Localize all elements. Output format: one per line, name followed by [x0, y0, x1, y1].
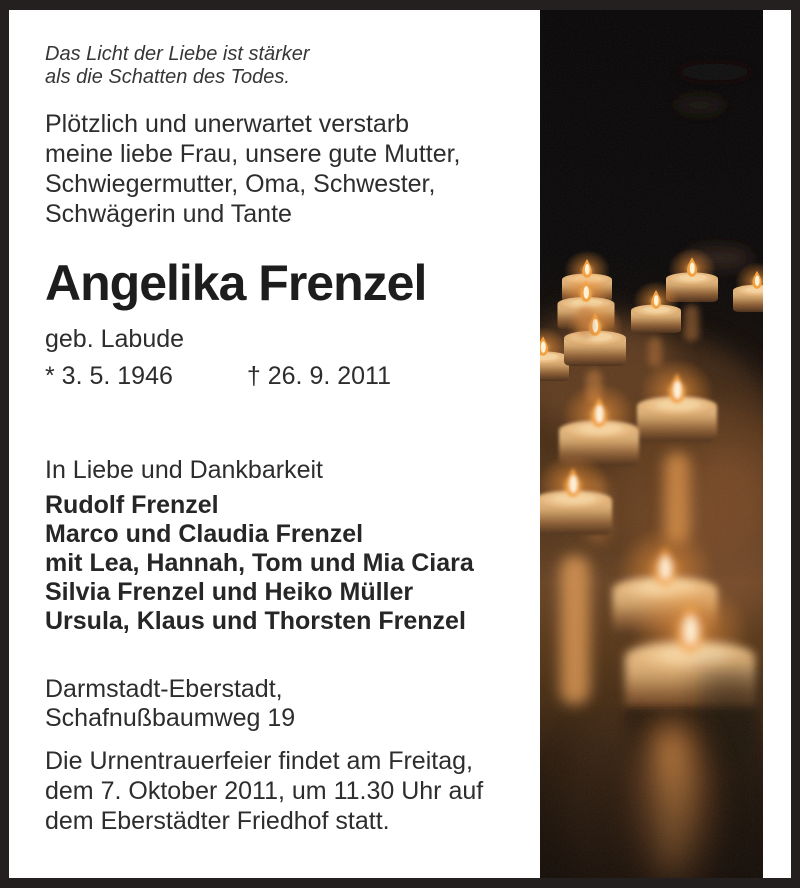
ceremony-details — [45, 746, 525, 836]
intro-line: Schwägerin und Tante — [45, 200, 292, 228]
notice-text-column — [45, 10, 525, 836]
mourner-line: Marco und Claudia Frenzel — [45, 520, 364, 548]
birth-date: * 3. 5. 1946 — [45, 362, 173, 390]
mourner-line: Ursula, Klaus und Thorsten Frenzel — [45, 607, 466, 635]
address-block — [45, 675, 525, 733]
intro-line: Plötzlich und unerwartet verstarb — [45, 110, 410, 138]
mourner-line: mit Lea, Hannah, Tom und Mia Ciara — [45, 549, 474, 577]
epigraph-line: Das Licht der Liebe ist stärker — [45, 43, 310, 65]
mourner-line: Rudolf Frenzel — [45, 491, 219, 519]
address-line: Schafnußbaumweg 19 — [45, 704, 296, 732]
intro-paragraph — [45, 109, 525, 229]
ceremony-line: dem Eberstädter Friedhof statt. — [45, 807, 390, 835]
mourners-list — [45, 491, 525, 636]
epigraph-line: als die Schatten des Todes. — [45, 66, 290, 88]
death-date: † 26. 9. 2011 — [246, 362, 391, 390]
notice-page — [9, 10, 791, 878]
ceremony-line: dem 7. Oktober 2011, um 11.30 Uhr auf — [45, 777, 484, 805]
ceremony-line: Die Urnentrauerfeier findet am Freitag, — [45, 747, 473, 775]
candles-photo-svg — [540, 10, 763, 878]
candles-photo — [540, 10, 763, 878]
life-dates — [45, 362, 525, 390]
epigraph — [45, 43, 525, 89]
maiden-name: geb. Labude — [45, 325, 185, 353]
deceased-name: Angelika Frenzel — [45, 255, 427, 311]
intro-line: meine liebe Frau, unsere gute Mutter, — [45, 140, 461, 168]
address-line: Darmstadt-Eberstadt, — [45, 675, 283, 703]
intro-line: Schwiegermutter, Oma, Schwester, — [45, 170, 436, 198]
mourner-line: Silvia Frenzel und Heiko Müller — [45, 578, 414, 606]
farewell-line: In Liebe und Dankbarkeit — [45, 456, 323, 484]
